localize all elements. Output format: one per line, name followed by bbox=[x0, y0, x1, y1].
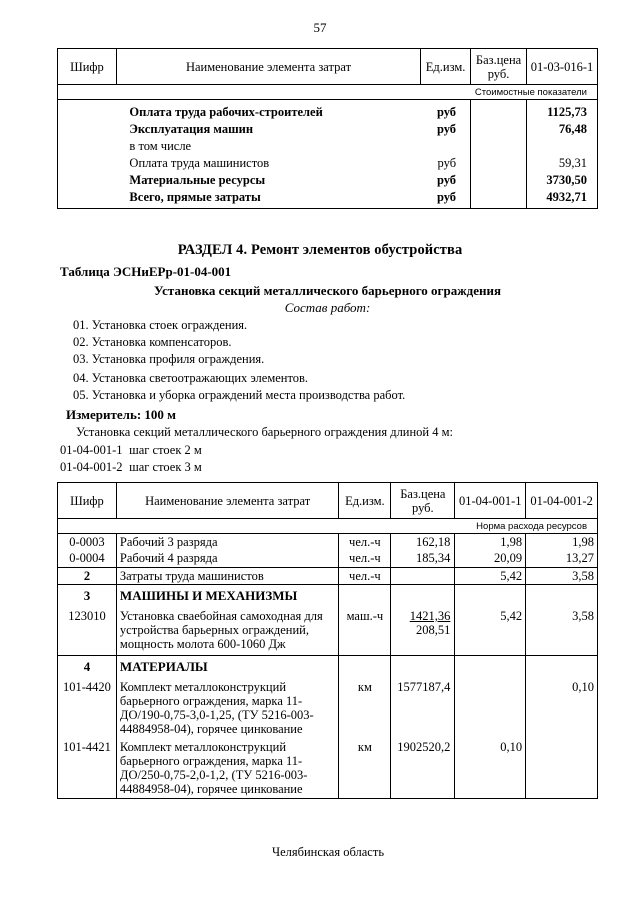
row-unit: руб bbox=[421, 172, 471, 189]
header-unit: Ед.изм. bbox=[339, 483, 391, 519]
norm-label: Стоимостные показатели bbox=[58, 85, 598, 100]
header-name: Наименование элемента затрат bbox=[116, 483, 338, 519]
row-value-2: 3,58 bbox=[526, 568, 598, 585]
row-name: Затраты труда машинистов bbox=[116, 568, 338, 585]
row-unit: км bbox=[339, 740, 391, 799]
row-name: Материальные ресурсы bbox=[129, 173, 266, 187]
row-value-2: 3,58 bbox=[526, 607, 598, 656]
table-row bbox=[58, 121, 598, 138]
table-row bbox=[58, 100, 598, 122]
row-value: 59,31 bbox=[558, 156, 587, 170]
page-number: 57 bbox=[313, 20, 327, 35]
row-unit: чел.-ч bbox=[339, 568, 391, 585]
row-value-1: 1,98 bbox=[455, 534, 526, 551]
row-price: 1421,36 bbox=[409, 609, 451, 623]
header-column-2: 01-04-001-2 bbox=[526, 483, 598, 519]
row-value: 76,48 bbox=[558, 122, 587, 136]
section-number: 4 bbox=[58, 656, 117, 679]
section-number: 3 bbox=[58, 585, 117, 608]
step-text: шаг стоек 2 м bbox=[129, 443, 202, 457]
table-row bbox=[58, 155, 598, 172]
section-heading: МАТЕРИАЛЫ bbox=[116, 656, 338, 679]
row-value: 4932,71 bbox=[546, 190, 587, 204]
row-price bbox=[391, 568, 455, 585]
measurer: Измеритель: 100 м bbox=[66, 407, 177, 422]
row-value: 1125,73 bbox=[547, 105, 587, 119]
section-row-machines bbox=[58, 585, 598, 608]
row-price: 162,18 bbox=[391, 534, 455, 551]
header-code: Шифр bbox=[58, 49, 117, 85]
row-unit: руб bbox=[421, 155, 471, 172]
table-row bbox=[58, 568, 598, 585]
section-heading: МАШИНЫ И МЕХАНИЗМЫ bbox=[116, 585, 338, 608]
row-name: Комплект металлоконструкций барьерного ограждения, марка 11-ДО/190-0,75-3,0-1,25, (ТУ 5216-003-44884958-04), горячее цинкование bbox=[116, 678, 338, 740]
work-item: 01. Установка стоек ограждения. bbox=[73, 318, 248, 332]
work-item: 02. Установка компенсаторов. bbox=[73, 335, 232, 349]
row-code: 101-4420 bbox=[58, 678, 117, 740]
row-value-1: 20,09 bbox=[455, 551, 526, 568]
row-name: Комплект металлоконструкций барьерного ограждения, марка 11-ДО/250-0,75-2,0-1,2, (ТУ 5216-003-44884958-04), горячее цинкование bbox=[116, 740, 338, 799]
row-value-2: 0,10 bbox=[526, 678, 598, 740]
table-row bbox=[58, 740, 598, 799]
row-price: 1577187,4 bbox=[391, 678, 455, 740]
install-description: Установка секций металлического барьерного ограждения длиной 4 м: bbox=[76, 425, 454, 439]
row-name: Установка сваебойная самоходная для устройства барьерных ограждений, мощность молота 600-1060 Дж bbox=[116, 607, 338, 656]
header-price: Баз.цена руб. bbox=[471, 49, 527, 85]
header-price: Баз.цена руб. bbox=[391, 483, 455, 519]
header-column-1: 01-04-001-1 bbox=[455, 483, 526, 519]
row-value: 3730,50 bbox=[546, 173, 587, 187]
row-unit: руб bbox=[421, 189, 471, 209]
step-item bbox=[60, 460, 202, 475]
row-unit: руб bbox=[421, 121, 471, 138]
table-row bbox=[58, 172, 598, 189]
step-item bbox=[60, 443, 202, 458]
table-code: Таблица ЭСНиЕРр-01-04-001 bbox=[60, 264, 232, 279]
row-code: 123010 bbox=[58, 607, 117, 656]
row-name: в том числе bbox=[129, 139, 192, 153]
row-value-1: 5,42 bbox=[455, 607, 526, 656]
norm-row bbox=[58, 519, 598, 534]
row-price: 185,34 bbox=[391, 551, 455, 568]
table-title: Установка секций металлического барьерного ограждения bbox=[154, 283, 501, 298]
row-code: 0-0003 bbox=[58, 534, 117, 551]
works-label: Состав работ: bbox=[284, 300, 371, 315]
row-code: 0-0004 bbox=[58, 551, 117, 568]
row-value-2: 13,27 bbox=[526, 551, 598, 568]
work-item: 05. Установка и уборка ограждений места производства работ. bbox=[73, 388, 406, 402]
row-unit: км bbox=[339, 678, 391, 740]
footer-region: Челябинская область bbox=[271, 845, 385, 859]
header-name: Наименование элемента затрат bbox=[116, 49, 420, 85]
cost-summary-table bbox=[57, 48, 598, 209]
row-value-1: 5,42 bbox=[455, 568, 526, 585]
row-name: Оплата труда машинистов bbox=[129, 156, 270, 170]
row-name: Рабочий 3 разряда bbox=[116, 534, 338, 551]
work-item: 04. Установка светоотражающих элементов. bbox=[73, 371, 309, 385]
row-unit: чел.-ч bbox=[339, 534, 391, 551]
row-code: 2 bbox=[58, 568, 117, 585]
row-unit: чел.-ч bbox=[339, 551, 391, 568]
row-name: Рабочий 4 разряда bbox=[116, 551, 338, 568]
row-name: Оплата труда рабочих-строителей bbox=[129, 105, 323, 119]
row-value-1: 0,10 bbox=[455, 740, 526, 799]
section-title: РАЗДЕЛ 4. Ремонт элементов обустройства bbox=[177, 242, 463, 258]
step-code: 01-04-001-2 bbox=[60, 460, 123, 474]
section-row-materials bbox=[58, 656, 598, 679]
row-unit: руб bbox=[421, 100, 471, 122]
row-value-1 bbox=[455, 678, 526, 740]
table-header-row bbox=[58, 483, 598, 519]
table-row bbox=[58, 607, 598, 656]
row-price-machinist: 208,51 bbox=[415, 623, 451, 637]
row-value-2: 1,98 bbox=[526, 534, 598, 551]
step-text: шаг стоек 3 м bbox=[129, 460, 202, 474]
header-unit: Ед.изм. bbox=[421, 49, 471, 85]
row-code: 101-4421 bbox=[58, 740, 117, 799]
norm-label: Норма расхода ресурсов bbox=[58, 519, 598, 534]
header-column-1: 01-03-016-1 bbox=[527, 49, 598, 85]
work-item: 03. Установка профиля ограждения. bbox=[73, 352, 265, 366]
resource-norms-table bbox=[57, 482, 598, 799]
table-row bbox=[58, 138, 598, 155]
row-value bbox=[527, 138, 598, 155]
row-name: Всего, прямые затраты bbox=[129, 190, 261, 204]
header-code: Шифр bbox=[58, 483, 117, 519]
row-unit: маш.-ч bbox=[339, 607, 391, 656]
row-name: Эксплуатация машин bbox=[129, 122, 254, 136]
table-header-row bbox=[58, 49, 598, 85]
row-price: 1902520,2 bbox=[391, 740, 455, 799]
table-row bbox=[58, 551, 598, 568]
table-row bbox=[58, 678, 598, 740]
table-row bbox=[58, 534, 598, 551]
row-value-2 bbox=[526, 740, 598, 799]
step-code: 01-04-001-1 bbox=[60, 443, 123, 457]
row-unit bbox=[421, 138, 471, 155]
table-row bbox=[58, 189, 598, 209]
norm-row bbox=[58, 85, 598, 100]
